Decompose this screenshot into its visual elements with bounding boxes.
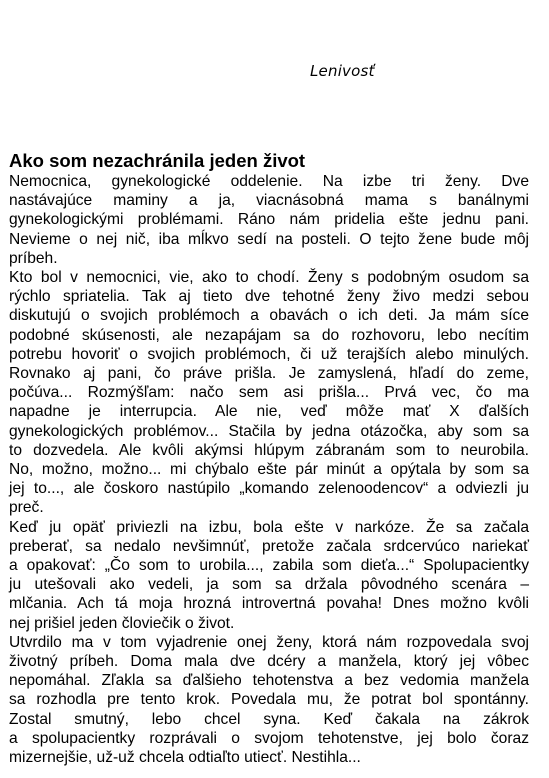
- text-line: mizernejšie, už-už chcela odtiaľto utiecť. Nestihla...: [9, 749, 361, 767]
- text-line: mlčania. Ach tá moja hrozná introvertná povaha! Dnes možno kvôli: [9, 595, 529, 613]
- text-line: Rovnako aj pani, čo práve prišla. Je zamyslená, hľadí do zeme,: [9, 365, 529, 383]
- article-title: Ako som nezachránila jeden život: [9, 150, 306, 171]
- text-line: gynekologickými problémami. Ráno nám pridelia ešte jednu pani.: [9, 211, 529, 229]
- article-body: [9, 172, 529, 767]
- text-line: Nevieme o nej nič, iba mĺkvo sedí na posteli. O tejto žene bude môj: [9, 230, 529, 248]
- page-header-title: Lenivosť: [310, 62, 375, 80]
- text-line: Nemocnica, gynekologické oddelenie. Na izbe tri ženy. Dve: [9, 173, 529, 190]
- text-line: nastávajúce maminy a ja, viacnásobná mama s banálnymi: [9, 192, 529, 210]
- text-line: napadne je interrupcia. Ale nie, veď môže mať X ďalších: [9, 403, 529, 421]
- article: [9, 150, 529, 767]
- text-line: podobné skúsenosti, ale nezapájam sa do rozhovoru, lebo necítim: [9, 326, 529, 344]
- text-line: preberať, sa nedalo nevšimnúť, pretože začala srdcervúco nariekať: [9, 537, 529, 555]
- text-line: No, možno, možno... mi chýbalo ešte pár minút a opýtala by som sa: [9, 461, 529, 479]
- text-line: sa rozhodla pre tento krok. Povedala mu, že potrat bol spontánny.: [9, 691, 529, 709]
- text-line: to dozvedela. Ale kvôli akýmsi hlúpym zábranám som to neurobila.: [9, 441, 529, 459]
- text-line: Zostal smutný, lebo chcel syna. Keď čakala na zákrok: [9, 710, 529, 728]
- paragraph: [9, 268, 529, 518]
- text-line: a opakovať: „Čo som to urobila..., zabila som dieťa...“ Spolupacientky: [9, 557, 529, 575]
- text-line: Keď ju opäť priviezli na izbu, bola ešte v narkóze. Že sa začala: [9, 518, 529, 536]
- text-line: príbeh.: [9, 249, 58, 267]
- text-line: potrebu hovoriť o svojich problémoch, či už terajších alebo minulých.: [9, 345, 529, 363]
- text-line: preč.: [9, 499, 44, 517]
- text-line: ju utešovali ako vedeli, ja som sa držala pôvodného scenára –: [9, 576, 529, 594]
- text-line: životný príbeh. Doma mala dve dcéry a manžela, ktorý jej vôbec: [9, 653, 529, 671]
- text-line: nepomáhal. Zľakla sa ďalšieho tehotenstva a bez vedomia manžela: [9, 672, 529, 690]
- paragraph: [9, 172, 529, 268]
- paragraph: [9, 633, 529, 767]
- paragraph: [9, 518, 529, 633]
- text-line: jej to..., ale čoskoro nastúpilo „komando zelenoodencov“ a odviezli ju: [9, 480, 529, 498]
- text-line: gynekologických problémov... Stačila by jedna otázočka, aby som sa: [9, 422, 529, 440]
- text-line: rýchlo spriatelia. Tak aj tieto dve tehotné ženy živo medzi sebou: [9, 288, 529, 306]
- text-line: nej prišiel jeden človiečik o život.: [9, 614, 235, 632]
- text-line: Utvrdilo ma v tom vyjadrenie onej ženy, ktorá nám rozpovedala svoj: [9, 633, 529, 651]
- text-line: počúva... Rozmýšľam: načo sem asi prišla... Prvá vec, čo ma: [9, 384, 529, 402]
- text-line: a spolupacientky rozprávali o svojom tehotenstve, jej bolo čoraz: [9, 729, 529, 747]
- text-line: Kto bol v nemocnici, vie, ako to chodí. Ženy s podobným osudom sa: [9, 269, 529, 287]
- text-line: diskutujú o svojich problémoch a obavách o ich deti. Ja mám síce: [9, 307, 529, 325]
